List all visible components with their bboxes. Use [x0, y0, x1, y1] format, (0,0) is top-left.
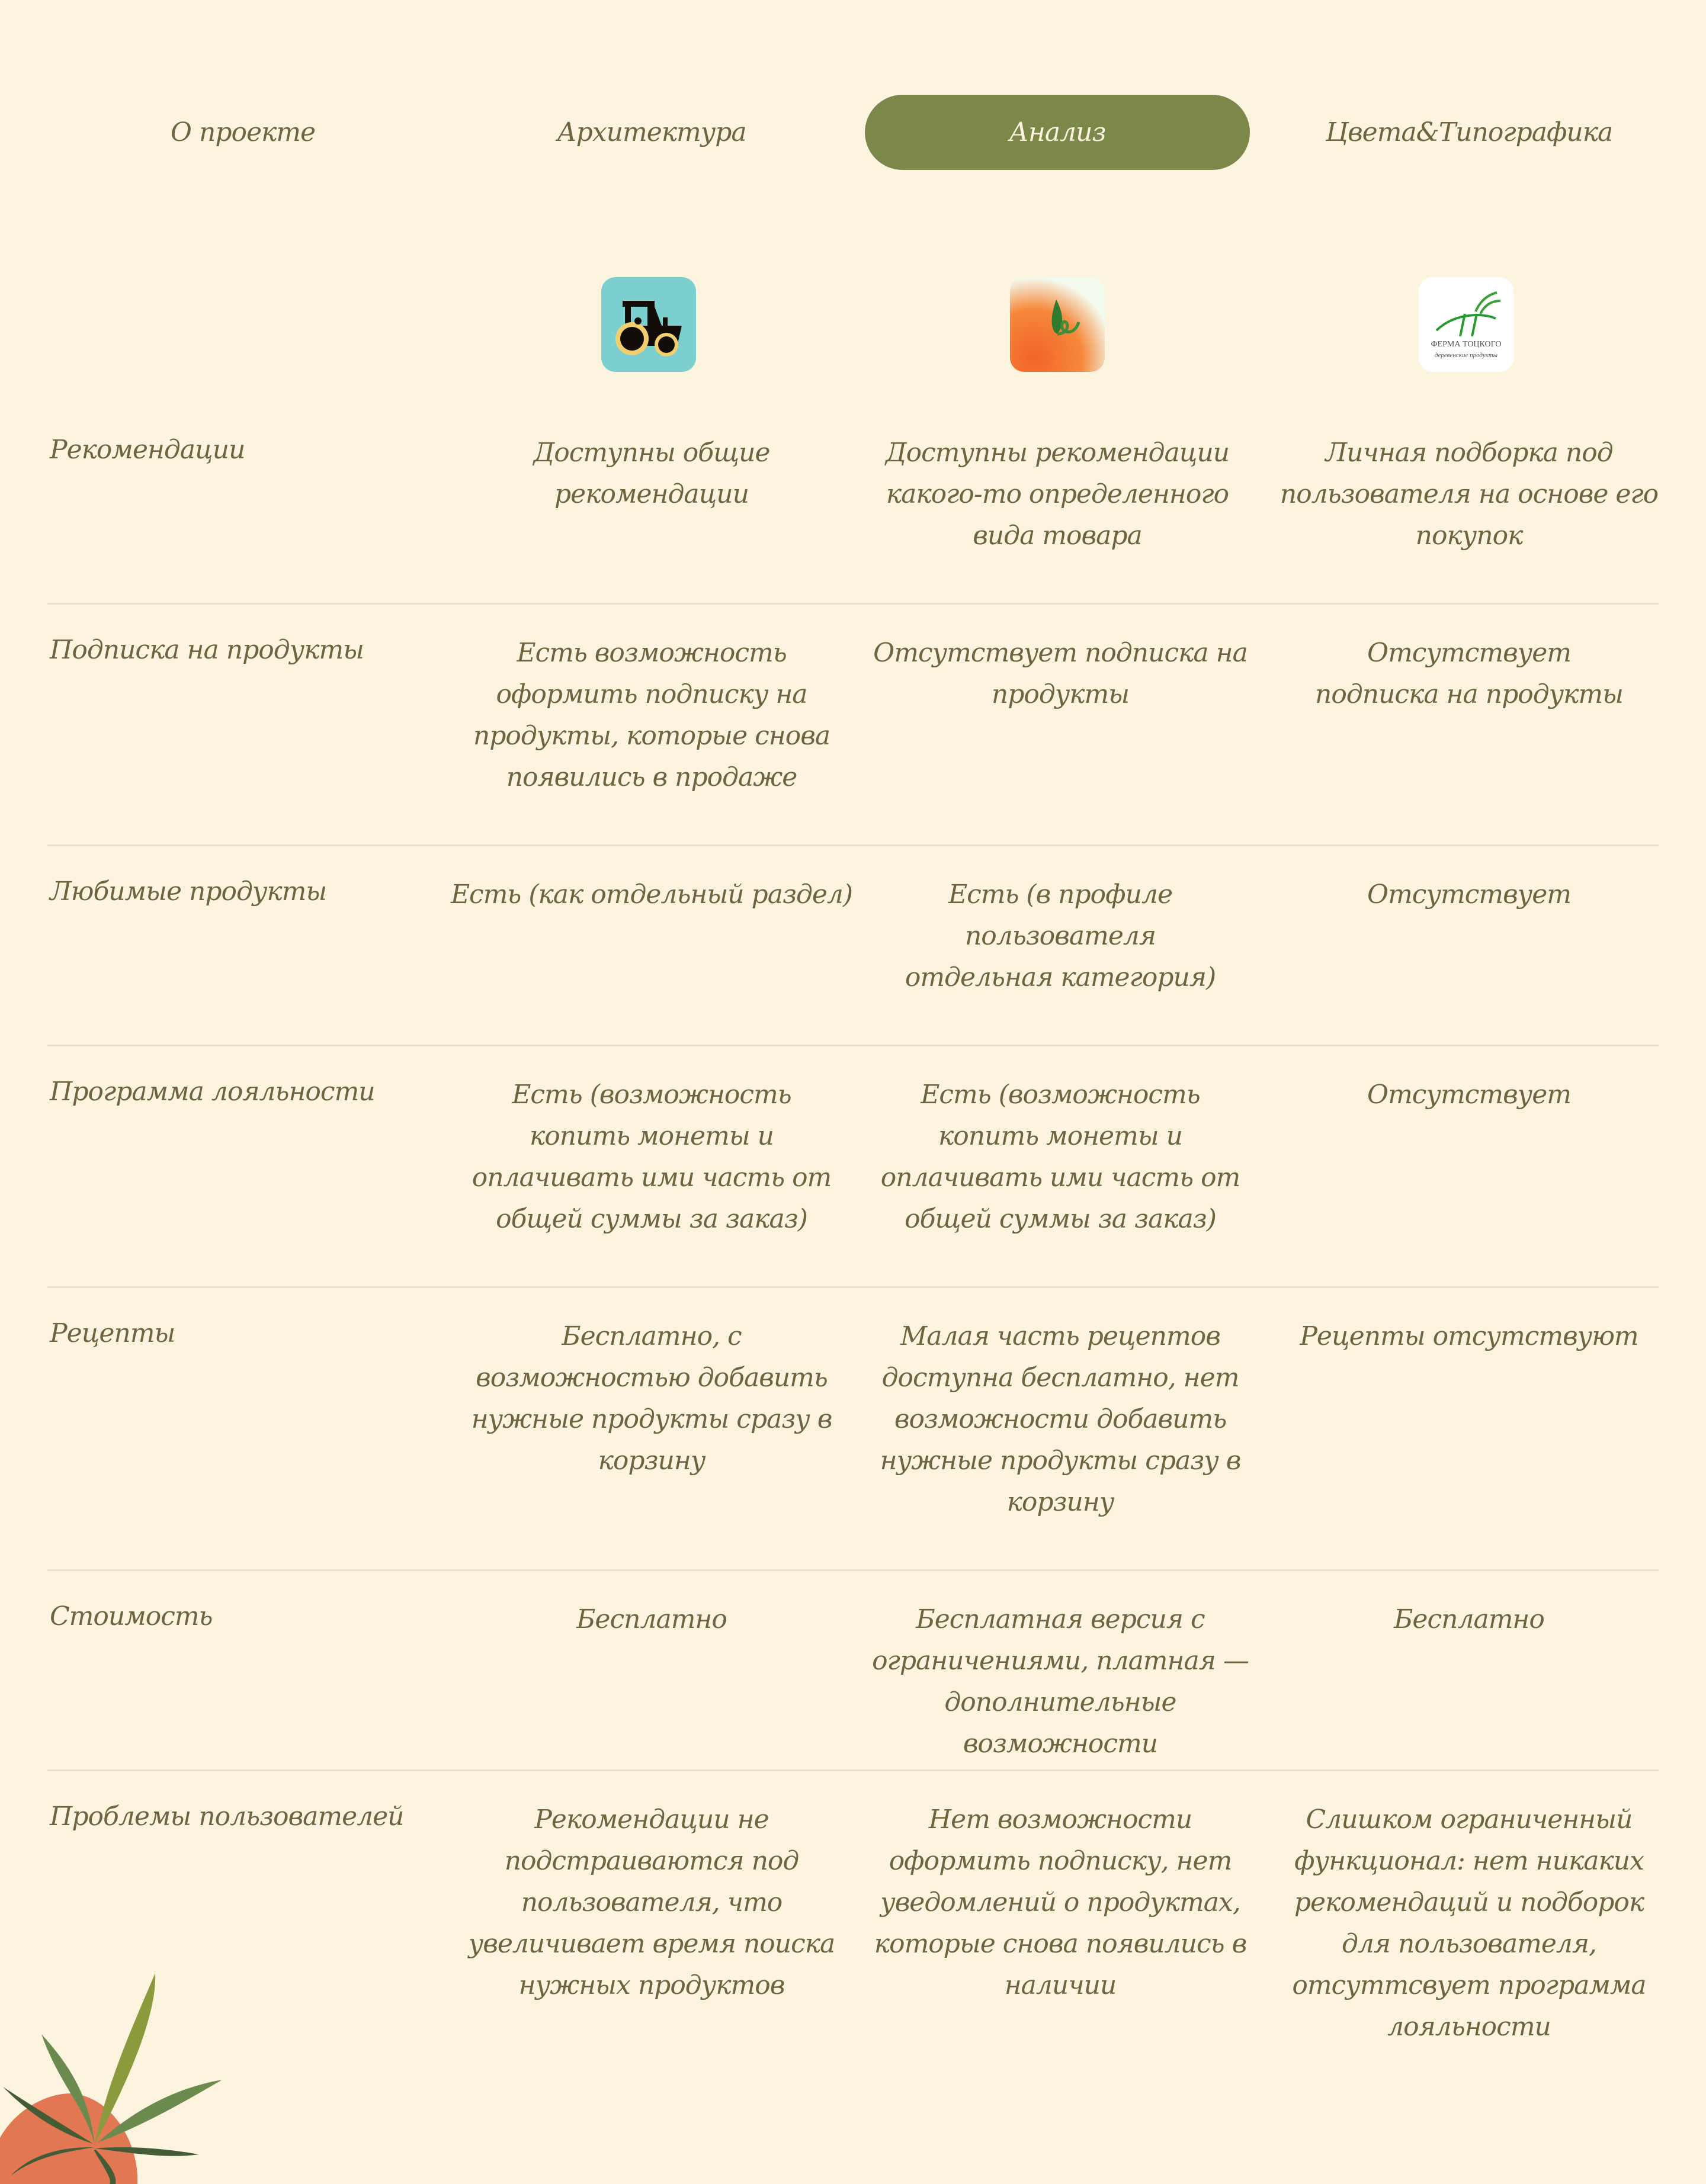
row-label-favorites: Любимые продукты — [50, 876, 327, 907]
cell-user-problems-1: Рекомендации не подстраиваются под пользователя, что увеличивает время поиска нужных продуктов — [468, 1804, 835, 2000]
plant-decoration-icon — [0, 1931, 237, 2184]
logo-title: ФЕРМА ТОЦКОГО — [1431, 340, 1502, 349]
cell-price-1: Бесплатно — [576, 1604, 727, 1634]
top-navigation — [0, 95, 1706, 170]
cell-price-3: Бесплатно — [1394, 1604, 1544, 1634]
row-divider — [47, 1569, 1659, 1571]
tab-about[interactable]: О проекте — [170, 117, 316, 147]
cell-subscription-2: Отсутствует подписка на продукты — [873, 638, 1248, 709]
row-divider — [47, 1045, 1659, 1046]
row-label-price: Стоимость — [50, 1601, 213, 1631]
cell-favorites-2: Есть (в профиле пользователя отдельная категория) — [905, 879, 1216, 993]
cell-user-problems-3: Слишком ограниченный функционал: нет никаких рекомендаций и подборок для пользователя, отсуттсвует программа лояльности — [1292, 1804, 1646, 2042]
cell-favorites-1: Есть (как отдельный раздел) — [450, 879, 853, 910]
row-divider — [47, 1769, 1659, 1771]
cell-recipes-3: Рецепты отсутствуют — [1300, 1321, 1638, 1351]
row-label-recipes: Рецепты — [50, 1318, 175, 1348]
row-label-user-problems: Проблемы пользователей — [50, 1801, 404, 1832]
tab-analysis[interactable]: Анализ — [865, 95, 1250, 170]
cell-recommendations-1: Доступны общие рекомендации — [533, 438, 770, 509]
cell-loyalty-2: Есть (возможность копить монеты и оплачивать ими часть от общей суммы за заказ) — [880, 1080, 1240, 1234]
row-label-subscription: Подписка на продукты — [50, 635, 364, 665]
cell-recommendations-2: Доступны рекомендации какого-то определенного вида товара — [885, 438, 1230, 551]
row-divider — [47, 1286, 1659, 1288]
cell-recipes-2: Малая часть рецептов доступна бесплатно, нет возможности добавить нужные продукты сразу в корзину — [880, 1321, 1241, 1517]
tab-colors-typography[interactable]: Цвета&Типографика — [1325, 117, 1613, 147]
cell-subscription-3: Отсутствует подписка на продукты — [1315, 638, 1623, 709]
tractor-app-icon — [601, 277, 696, 372]
farm-totskogo-logo — [1419, 277, 1513, 372]
cell-loyalty-3: Отсутствует — [1367, 1080, 1571, 1110]
row-divider — [47, 844, 1659, 846]
cell-recommendations-3: Личная подборка под пользователя на основе его покупок — [1280, 438, 1659, 551]
cell-favorites-3: Отсутствует — [1367, 879, 1571, 910]
row-label-loyalty: Программа лояльности — [50, 1077, 375, 1107]
cell-price-2: Бесплатная версия с ограничениями, платная — дополнительные возможности — [872, 1604, 1249, 1759]
tab-architecture[interactable]: Архитектура — [557, 117, 746, 147]
row-divider — [47, 603, 1659, 605]
cell-subscription-1: Есть возможность оформить подписку на продукты, которые снова появились в продаже — [473, 638, 830, 792]
cell-user-problems-2: Нет возможности оформить подписку, нет уведомлений о продуктах, которые снова появились в наличии — [874, 1804, 1247, 2000]
cell-loyalty-1: Есть (возможность копить монеты и оплачивать ими часть от общей суммы за заказ) — [472, 1080, 832, 1234]
logo-subtitle: деревенские продукты — [1434, 352, 1498, 359]
row-label-recommendations: Рекомендации — [50, 435, 245, 465]
cell-recipes-1: Бесплатно, с возможностью добавить нужные продукты сразу в корзину — [471, 1321, 832, 1476]
leaf-app-icon — [1010, 277, 1105, 372]
